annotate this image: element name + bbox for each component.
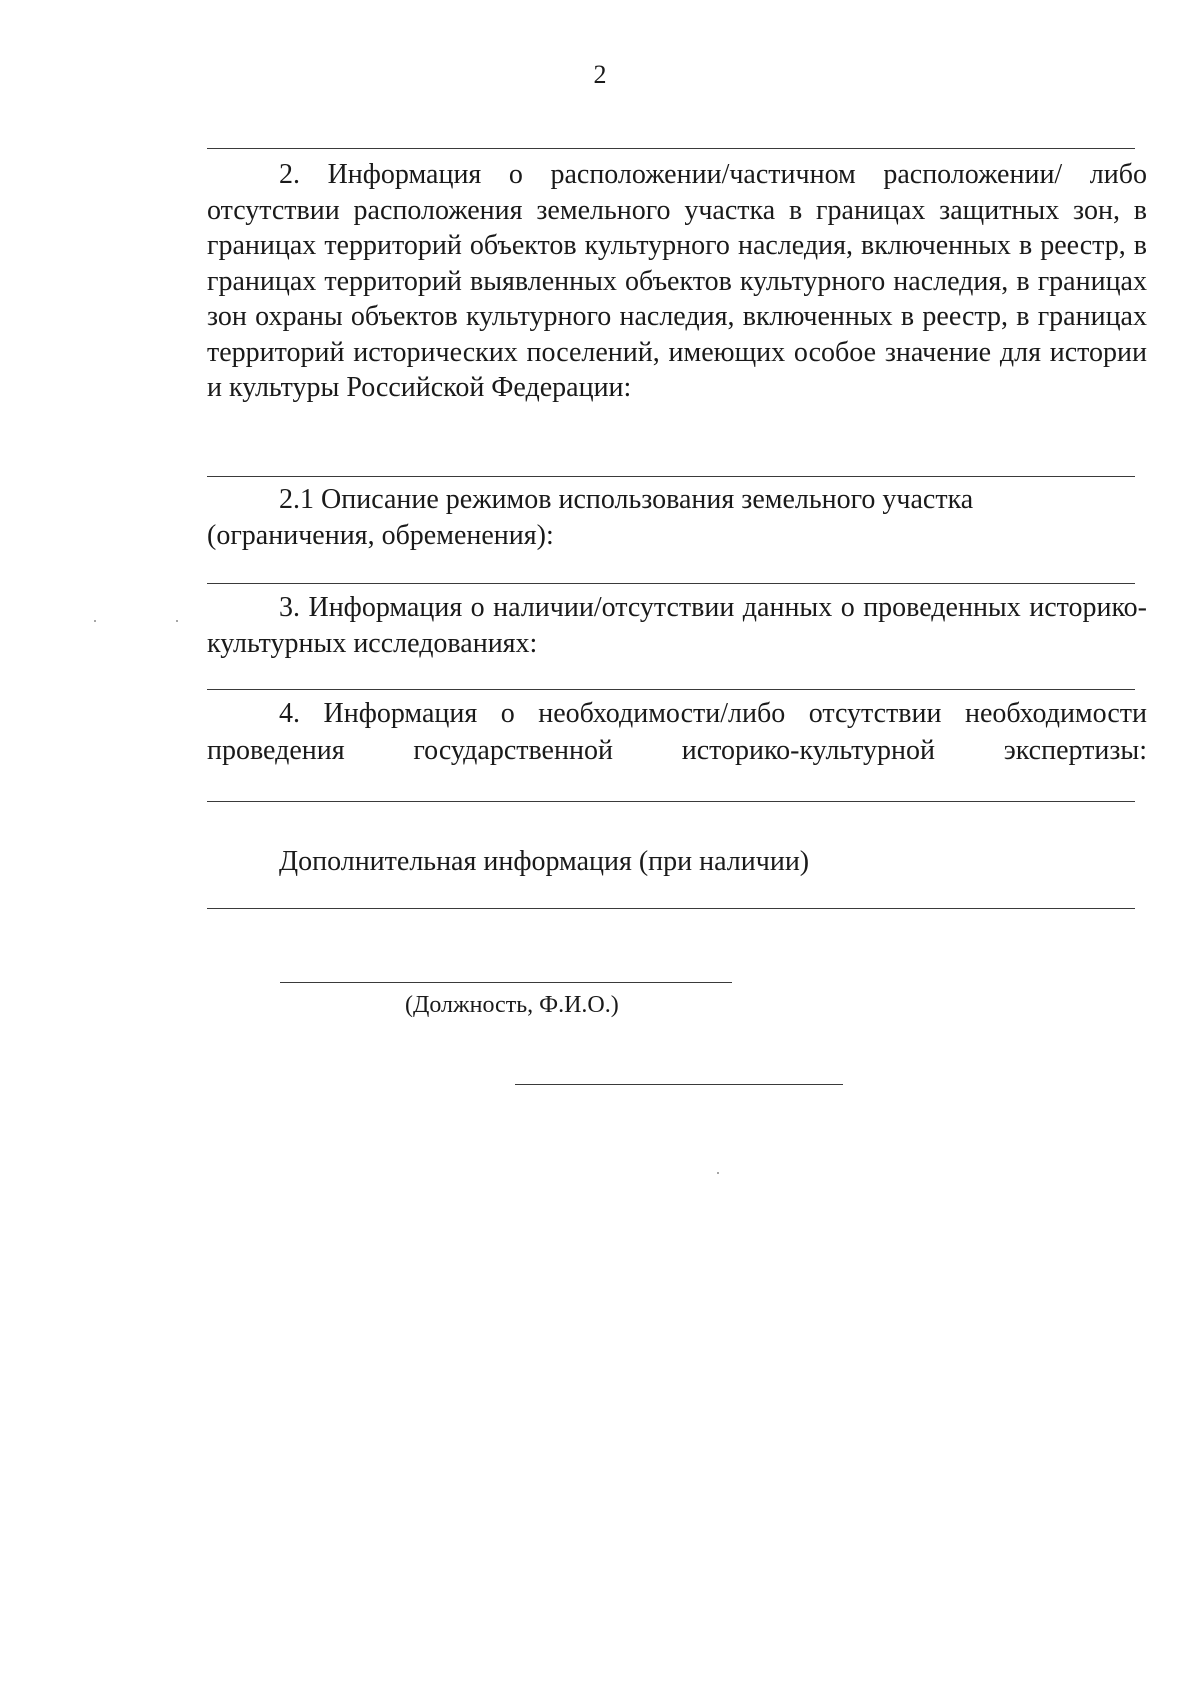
section-3-paragraph: 3. Информация о наличии/отсутствии данных о проведенных историко-культурных исследованиях: [207, 592, 1147, 659]
scan-speck [94, 620, 96, 622]
position-name-signature-line [280, 982, 732, 983]
section-4-answer-line [207, 801, 1135, 802]
section-2-paragraph: 2. Информация о расположении/частичном расположении/ либо отсутствии расположения земельного участка в границах защитных зон, в границах территорий объектов культурного наследия, включенных в реестр, в границах территорий выявленных объектов культурного наследия, в границах зон охраны объектов культурного наследия, включенных в реестр, в границах территорий исторических поселений, имеющих особое значение для истории и культуры Российской Федерации: [207, 159, 1147, 403]
section-2-1-answer-line [207, 583, 1135, 584]
blank-line-top [207, 148, 1135, 149]
position-name-caption: (Должность, Ф.И.О.) [405, 992, 619, 1018]
section-3-answer-line [207, 689, 1135, 690]
section-4-line-2: проведения государственной историко-культурной экспертизы: [207, 735, 1147, 766]
additional-info-answer-line [207, 908, 1135, 909]
section-2-1-line-1: 2.1 Описание режимов использования земельного участка [279, 484, 974, 515]
section-2-1-line-2: (ограничения, обременения): [207, 520, 554, 551]
additional-info-label: Дополнительная информация (при наличии) [279, 846, 810, 877]
scan-speck [717, 1172, 719, 1174]
page-number: 2 [593, 60, 607, 89]
signature-line [515, 1084, 843, 1085]
section-2-answer-line [207, 476, 1135, 477]
scan-speck [176, 620, 178, 622]
section-4-line-1: 4. Информация о необходимости/либо отсутствии необходимости [279, 698, 1147, 729]
